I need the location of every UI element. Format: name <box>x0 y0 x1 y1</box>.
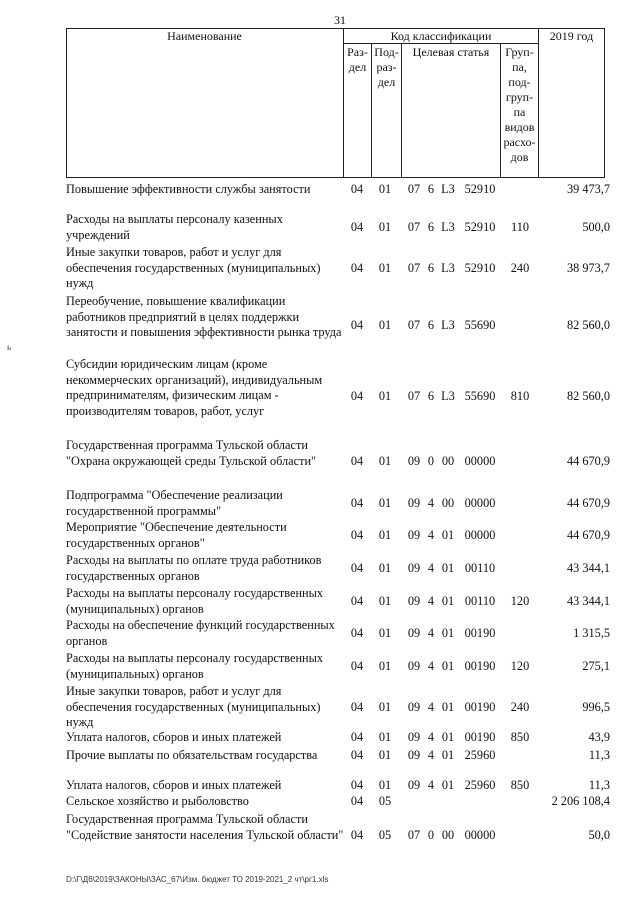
row-name: Повышение эффективности службы занятости <box>66 182 311 196</box>
row-code-t3: 01 <box>441 778 455 792</box>
row-code-p: 01 <box>378 748 392 762</box>
row-name: Сельское хозяйство и рыболовство <box>66 794 249 808</box>
row-code-r: 04 <box>350 389 364 403</box>
row-code-t4: 25960 <box>464 778 496 792</box>
row-name: Расходы на выплаты персоналу государственных (муниципальных) органов <box>66 586 324 616</box>
header-group: Груп- па, под- груп- па видов расхо- дов <box>503 45 536 164</box>
header-year: 2019 год <box>549 29 594 43</box>
row-code-t3: 01 <box>441 626 455 640</box>
row-code-t1: 09 <box>407 496 421 510</box>
row-code-p: 01 <box>378 318 392 332</box>
row-code-p: 01 <box>378 561 392 575</box>
row-code-g: 110 <box>511 220 529 234</box>
row-amount: 2 206 108,4 <box>551 794 610 808</box>
row-code-r: 04 <box>350 794 364 808</box>
row-amount: 82 560,0 <box>566 318 610 332</box>
row-code-p: 01 <box>378 528 392 542</box>
header-target-article: Целевая статья <box>412 45 490 59</box>
row-amount: 38 973,7 <box>566 261 610 275</box>
row-code-t3: 01 <box>441 561 455 575</box>
row-code-t2: 4 <box>427 778 435 792</box>
row-amount: 500,0 <box>582 220 610 234</box>
row-name: Расходы на выплаты персоналу казенных учреждений <box>66 212 283 242</box>
row-code-p: 01 <box>378 496 392 510</box>
row-code-t2: 4 <box>427 626 435 640</box>
row-code-t4: 25960 <box>464 748 496 762</box>
row-code-t1: 07 <box>407 220 421 234</box>
file-path-footer: D:\Г\Д6\2019\ЗАКОНЫ\ЗАС_67\Изм. бюджет ТО 2019-2021_2 чт\рг1.xls <box>66 875 329 884</box>
row-code-t1: 09 <box>407 730 421 744</box>
row-code-r: 04 <box>350 748 364 762</box>
row-amount: 44 670,9 <box>566 528 610 542</box>
row-amount: 43,9 <box>588 730 610 744</box>
row-code-t4: 52910 <box>464 261 496 275</box>
row-code-g: 120 <box>510 594 530 608</box>
row-amount: 11,3 <box>588 778 610 792</box>
row-name: Государственная программа Тульской области "Охрана окружающей среды Тульской области" <box>66 438 317 468</box>
row-code-t3: 01 <box>441 659 455 673</box>
row-code-t3: 00 <box>441 454 455 468</box>
row-code-r: 04 <box>350 700 364 714</box>
row-code-t1: 07 <box>407 828 421 842</box>
row-code-t3: 01 <box>441 730 455 744</box>
row-code-r: 04 <box>350 318 364 332</box>
row-code-g: 850 <box>510 778 530 792</box>
row-code-t3: L3 <box>441 182 455 196</box>
row-code-r: 04 <box>350 454 364 468</box>
row-name: Мероприятие "Обеспечение деятельности государственных органов" <box>66 520 287 550</box>
row-code-t4: 00000 <box>464 528 496 542</box>
row-code-r: 04 <box>350 778 364 792</box>
row-code-p: 05 <box>378 828 392 842</box>
row-code-t2: 4 <box>427 561 435 575</box>
row-name: Уплата налогов, сборов и иных платежей <box>66 730 282 744</box>
row-code-t3: L3 <box>441 389 455 403</box>
row-name: Государственная программа Тульской области "Содействие занятости населения Тульской области" <box>66 812 344 842</box>
row-code-t1: 09 <box>407 594 421 608</box>
row-code-r: 04 <box>350 182 364 196</box>
row-name: Уплата налогов, сборов и иных платежей <box>66 778 282 792</box>
row-code-p: 01 <box>378 389 392 403</box>
row-code-r: 04 <box>350 828 364 842</box>
row-code-g: 850 <box>510 730 530 744</box>
row-code-t1: 09 <box>407 778 421 792</box>
row-name: Прочие выплаты по обязательствам государства <box>66 748 318 762</box>
row-name: Расходы на выплаты по оплате труда работников государственных органов <box>66 553 322 583</box>
row-code-t4: 00190 <box>464 730 496 744</box>
row-code-p: 01 <box>378 454 392 468</box>
row-amount: 43 344,1 <box>566 561 610 575</box>
row-code-t2: 6 <box>427 389 435 403</box>
row-amount: 1 315,5 <box>573 626 610 640</box>
row-name: Подпрограмма "Обеспечение реализации государственной программы" <box>66 488 283 518</box>
row-code-t3: 01 <box>441 700 455 714</box>
row-code-t1: 09 <box>407 561 421 575</box>
row-code-p: 01 <box>378 182 392 196</box>
row-code-p: 01 <box>378 261 392 275</box>
row-code-p: 01 <box>378 594 392 608</box>
row-code-t4: 00110 <box>464 594 496 608</box>
row-code-t1: 07 <box>407 182 421 196</box>
row-code-p: 01 <box>378 220 392 234</box>
page-number: 31 <box>334 13 346 27</box>
header-section: Раз- дел <box>347 45 368 74</box>
row-amount: 44 670,9 <box>566 454 610 468</box>
header-subsection: Под- раз- дел <box>374 45 399 89</box>
row-code-t4: 55690 <box>464 318 496 332</box>
row-code-r: 04 <box>350 626 364 640</box>
row-code-t2: 4 <box>427 700 435 714</box>
row-code-t1: 09 <box>407 748 421 762</box>
row-code-t2: 6 <box>427 182 435 196</box>
row-code-g: 240 <box>510 261 530 275</box>
row-code-r: 04 <box>350 528 364 542</box>
row-code-t2: 6 <box>427 318 435 332</box>
row-amount: 82 560,0 <box>566 389 610 403</box>
row-code-t1: 09 <box>407 659 421 673</box>
row-code-p: 01 <box>378 626 392 640</box>
row-code-t2: 4 <box>427 528 435 542</box>
row-code-t4: 55690 <box>464 389 496 403</box>
row-code-t2: 6 <box>427 220 435 234</box>
row-code-p: 01 <box>378 778 392 792</box>
row-code-p: 01 <box>378 730 392 744</box>
row-code-t1: 09 <box>407 454 421 468</box>
row-amount: 50,0 <box>588 828 610 842</box>
row-code-t3: 00 <box>441 828 455 842</box>
row-code-t2: 4 <box>427 496 435 510</box>
row-amount: 275,1 <box>582 659 610 673</box>
header-name: Наименование <box>167 29 242 43</box>
row-code-r: 04 <box>350 594 364 608</box>
row-code-t1: 09 <box>407 528 421 542</box>
row-code-p: 01 <box>378 659 392 673</box>
row-code-t3: L3 <box>441 318 455 332</box>
header-code: Код классификации <box>390 29 492 43</box>
row-code-t4: 00000 <box>464 496 496 510</box>
row-code-t1: 07 <box>407 318 421 332</box>
row-code-t1: 07 <box>407 261 421 275</box>
row-amount: 39 473,7 <box>566 182 610 196</box>
row-code-r: 04 <box>350 730 364 744</box>
row-code-t1: 09 <box>407 626 421 640</box>
row-code-t3: 00 <box>441 496 455 510</box>
row-code-t1: 09 <box>407 700 421 714</box>
row-name: Иные закупки товаров, работ и услуг для обеспечения государственных (муниципальных) нужд <box>66 684 321 730</box>
row-code-t2: 4 <box>427 659 435 673</box>
row-code-t1: 07 <box>407 389 421 403</box>
row-code-g: 120 <box>510 659 530 673</box>
row-code-r: 04 <box>350 496 364 510</box>
row-amount: 44 670,9 <box>566 496 610 510</box>
row-name: Субсидии юридическим лицам (кроме некоммерческих организаций), индивидуальным предпринимателям, физическим лицам - производителям товаров, работ, услуг <box>66 357 323 418</box>
row-code-t3: L3 <box>441 261 455 275</box>
row-code-t4: 52910 <box>464 220 496 234</box>
row-code-t3: 01 <box>441 748 455 762</box>
row-code-r: 04 <box>350 261 364 275</box>
row-code-t2: 4 <box>427 594 435 608</box>
row-code-t4: 00190 <box>464 700 496 714</box>
row-code-t2: 4 <box>427 748 435 762</box>
row-code-p: 01 <box>378 700 392 714</box>
row-code-g: 240 <box>510 700 530 714</box>
row-amount: 43 344,1 <box>566 594 610 608</box>
row-name: Переобучение, повышение квалификации работников предприятий в целях поддержки занятости и повышения эффективности рынка труда <box>66 294 342 340</box>
row-code-t2: 4 <box>427 730 435 744</box>
row-code-t4: 00190 <box>464 626 496 640</box>
row-name: Расходы на обеспечение функций государственных органов <box>66 618 335 648</box>
row-amount: 996,5 <box>582 700 610 714</box>
row-code-t2: 0 <box>427 828 435 842</box>
row-code-t2: 6 <box>427 261 435 275</box>
row-code-r: 04 <box>350 561 364 575</box>
row-name: Иные закупки товаров, работ и услуг для обеспечения государственных (муниципальных) нужд <box>66 245 321 291</box>
row-code-r: 04 <box>350 659 364 673</box>
row-code-t4: 00000 <box>464 828 496 842</box>
scan-mark: ь <box>7 342 12 352</box>
row-code-t3: L3 <box>441 220 455 234</box>
row-amount: 11,3 <box>588 748 610 762</box>
row-code-t4: 00110 <box>464 561 496 575</box>
row-name: Расходы на выплаты персоналу государственных (муниципальных) органов <box>66 651 324 681</box>
row-code-t2: 0 <box>427 454 435 468</box>
row-code-g: 810 <box>510 389 530 403</box>
row-code-r: 04 <box>350 220 364 234</box>
row-code-t3: 01 <box>441 594 455 608</box>
row-code-t4: 52910 <box>464 182 496 196</box>
row-code-t4: 00190 <box>464 659 496 673</box>
row-code-t4: 00000 <box>464 454 496 468</box>
row-code-p: 05 <box>378 794 392 808</box>
row-code-t3: 01 <box>441 528 455 542</box>
